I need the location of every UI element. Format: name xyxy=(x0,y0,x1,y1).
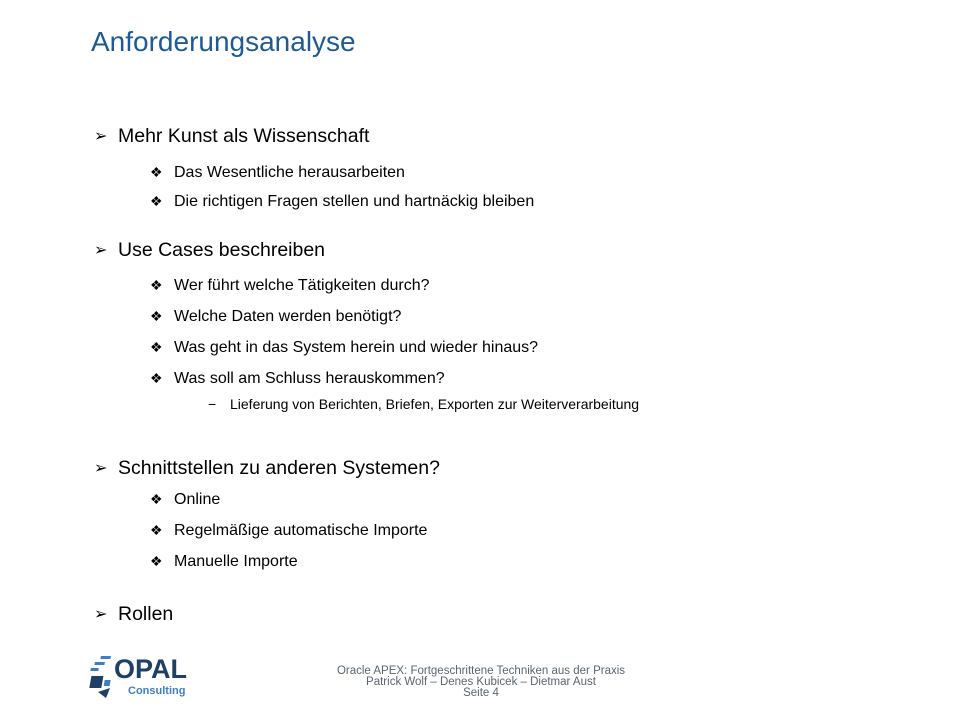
sub-sub-bullet-label: Lieferung von Berichten, Briefen, Exporten zur Weiterverarbeitung xyxy=(230,396,640,412)
sub-bullet xyxy=(150,191,534,212)
diamond-bullet-icon: ❖ xyxy=(150,164,163,180)
bullet-section xyxy=(94,124,369,149)
diamond-bullet-icon: ❖ xyxy=(150,339,163,355)
sub-bullet xyxy=(150,275,430,296)
sub-bullet-label: Das Wesentliche herausarbeiten xyxy=(174,164,405,181)
bullet-label: Use Cases beschreiben xyxy=(118,239,326,261)
sub-bullet xyxy=(150,551,298,572)
diamond-bullet-icon: ❖ xyxy=(150,308,163,324)
opal-consulting-logo xyxy=(88,650,200,707)
slide-footer xyxy=(300,666,662,699)
sub-bullet-label: Die richtigen Fragen stellen und hartnäckig bleiben xyxy=(174,193,535,210)
sub-bullet-label: Welche Daten werden benötigt? xyxy=(174,308,402,325)
sub-sub-bullet xyxy=(208,395,639,413)
sub-bullet xyxy=(150,162,405,183)
sub-bullet-label: Wer führt welche Tätigkeiten durch? xyxy=(174,277,430,294)
bullet-section xyxy=(94,456,440,481)
svg-text:Consulting: Consulting xyxy=(128,685,186,697)
sub-bullet-label: Was geht in das System herein und wieder hinaus? xyxy=(174,339,539,356)
sub-bullet-label: Regelmäßige automatische Importe xyxy=(174,522,428,539)
diamond-bullet-icon: ❖ xyxy=(150,370,163,386)
bullet-label: Schnittstellen zu anderen Systemen? xyxy=(118,457,440,479)
arrow-bullet-icon: ➢ xyxy=(94,242,108,259)
sub-bullet xyxy=(150,368,445,389)
diamond-bullet-icon: ❖ xyxy=(150,553,163,569)
footer-course-title: Oracle APEX: Fortgeschrittene Techniken aus der Praxis xyxy=(336,665,626,677)
arrow-bullet-icon: ➢ xyxy=(94,128,108,145)
slide-title: Anforderungsanalyse xyxy=(91,26,356,57)
bullet-label: Rollen xyxy=(118,603,174,625)
diamond-bullet-icon: ❖ xyxy=(150,522,163,538)
sub-bullet-label: Manuelle Importe xyxy=(174,553,298,570)
sub-bullet-label: Online xyxy=(174,491,221,508)
sub-bullet xyxy=(150,306,401,327)
opal-logo-mark-icon xyxy=(88,650,200,702)
sub-bullet-label: Was soll am Schluss herauskommen? xyxy=(174,370,445,387)
sub-bullet xyxy=(150,337,538,358)
footer-authors: Patrick Wolf – Denes Kubicek – Dietmar Aust xyxy=(366,676,596,688)
diamond-bullet-icon: ❖ xyxy=(150,193,163,209)
svg-text:OPAL: OPAL xyxy=(114,654,187,684)
footer-page-number: Seite 4 xyxy=(463,687,499,699)
arrow-bullet-icon: ➢ xyxy=(94,460,108,477)
sub-bullet xyxy=(150,520,427,541)
arrow-bullet-icon: ➢ xyxy=(94,606,108,623)
bullet-section xyxy=(94,238,325,263)
diamond-bullet-icon: ❖ xyxy=(150,277,163,293)
bullet-section xyxy=(94,602,173,627)
sub-bullet xyxy=(150,489,220,510)
bullet-label: Mehr Kunst als Wissenschaft xyxy=(118,125,370,147)
diamond-bullet-icon: ❖ xyxy=(150,491,163,507)
dash-bullet-icon: − xyxy=(208,396,217,412)
